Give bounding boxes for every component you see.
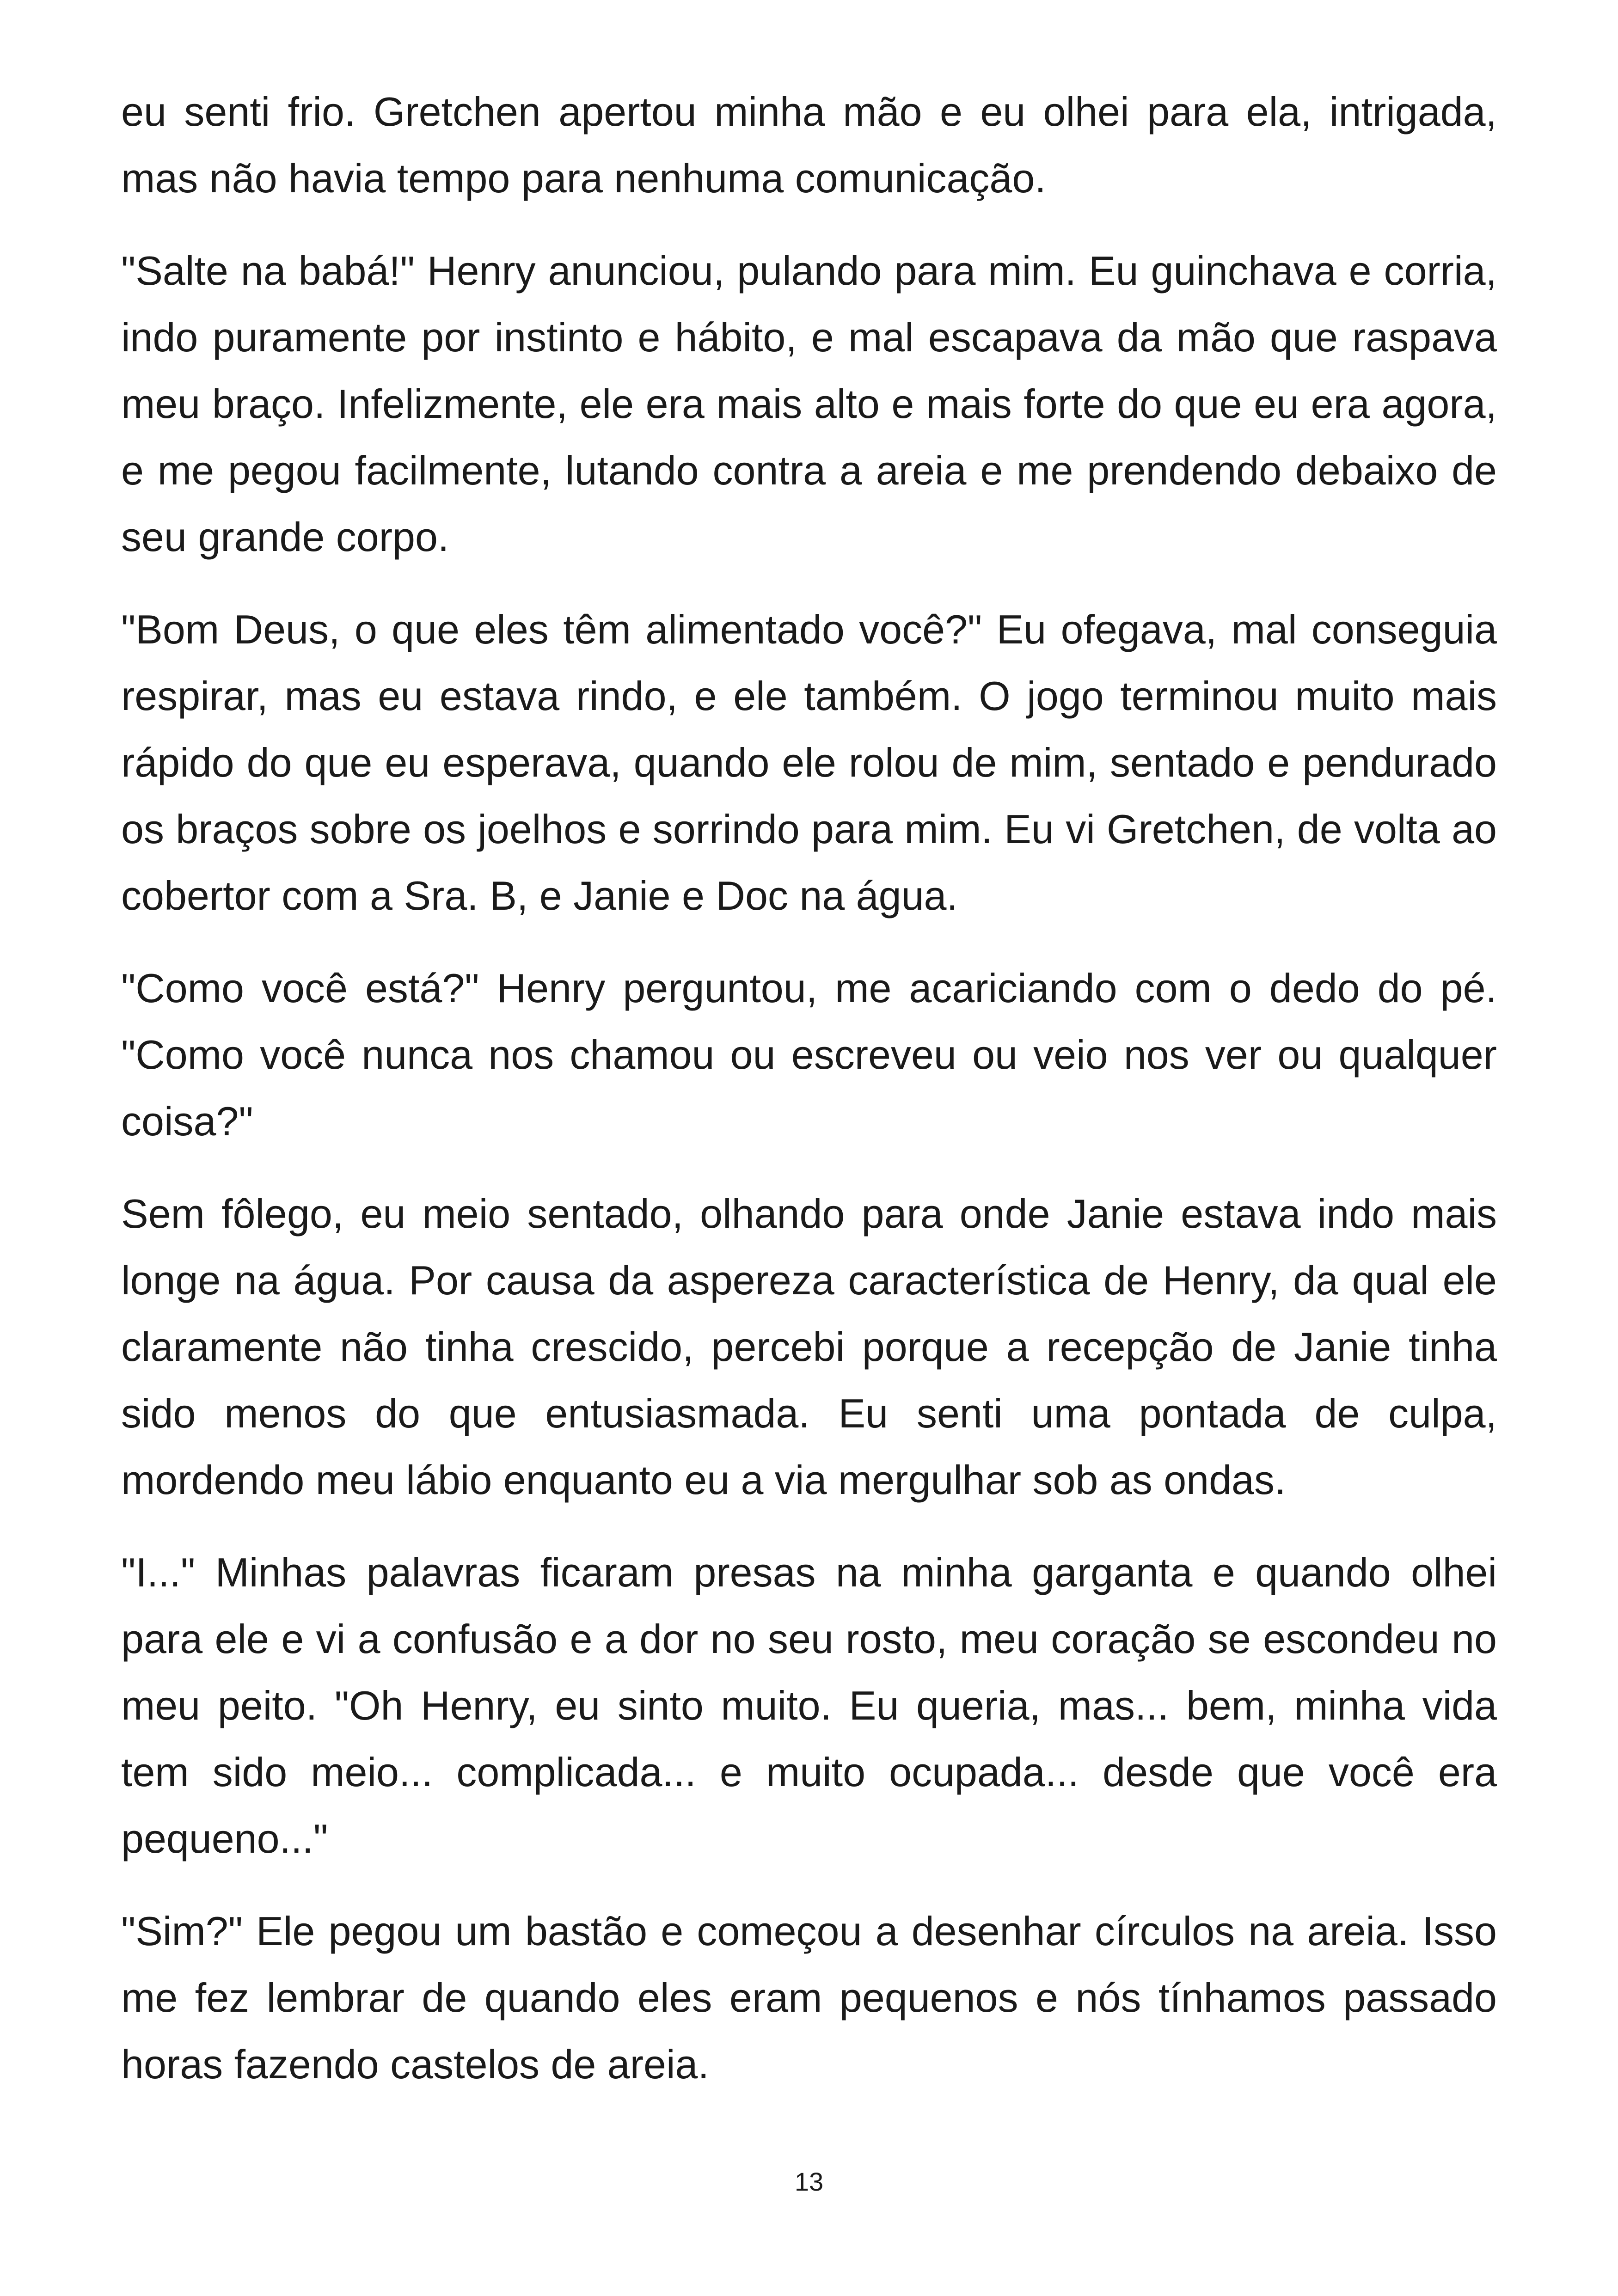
paragraph-2: "Salte na babá!" Henry anunciou, pulando para mim. Eu guinchava e corria, indo puramente por instinto e hábito, e mal escapava da mão que raspava meu braço. Infelizmente, ele era mais alto e mais forte do que eu era agora, e me pegou facilmente, lutando contra a areia e me prendendo debaixo de seu grande corpo. [121,248,1497,560]
paragraph-1: eu senti frio. Gretchen apertou minha mão e eu olhei para ela, intrigada, mas não havia tempo para nenhuma comunicação. [121,89,1497,201]
paragraph-6: "I..." Minhas palavras ficaram presas na minha garganta e quando olhei para ele e vi a confusão e a dor no seu rosto, meu coração se escondeu no meu peito. "Oh Henry, eu sinto muito. Eu queria, mas... bem, minha vida tem sido meio... complicada... e muito ocupada... desde que você era pequeno..." [121,1549,1497,1861]
page-number: 13 [794,2167,824,2196]
paragraph-4: "Como você está?" Henry perguntou, me acariciando com o dedo do pé. "Como você nunca nos chamou ou escreveu ou veio nos ver ou qualquer coisa?" [121,965,1497,1144]
body-text [121,79,1497,2098]
paragraph-3: "Bom Deus, o que eles têm alimentado você?" Eu ofegava, mal conseguia respirar, mas eu estava rindo, e ele também. O jogo terminou muito mais rápido do que eu esperava, quando ele rolou de mim, sentado e pendurado os braços sobre os joelhos e sorrindo para mim. Eu vi Gretchen, de volta ao cobertor com a Sra. B, e Janie e Doc na água. [121,606,1497,918]
paragraph-7: "Sim?" Ele pegou um bastão e começou a desenhar círculos na areia. Isso me fez lembrar de quando eles eram pequenos e nós tínhamos passado horas fazendo castelos de areia. [121,1908,1497,2087]
paragraph-5: Sem fôlego, eu meio sentado, olhando para onde Janie estava indo mais longe na água. Por causa da aspereza característica de Henry, da qual ele claramente não tinha crescido, percebi porque a recepção de Janie tinha sido menos do que entusiasmada. Eu senti uma pontada de culpa, mordendo meu lábio enquanto eu a via mergulhar sob as ondas. [121,1191,1497,1503]
